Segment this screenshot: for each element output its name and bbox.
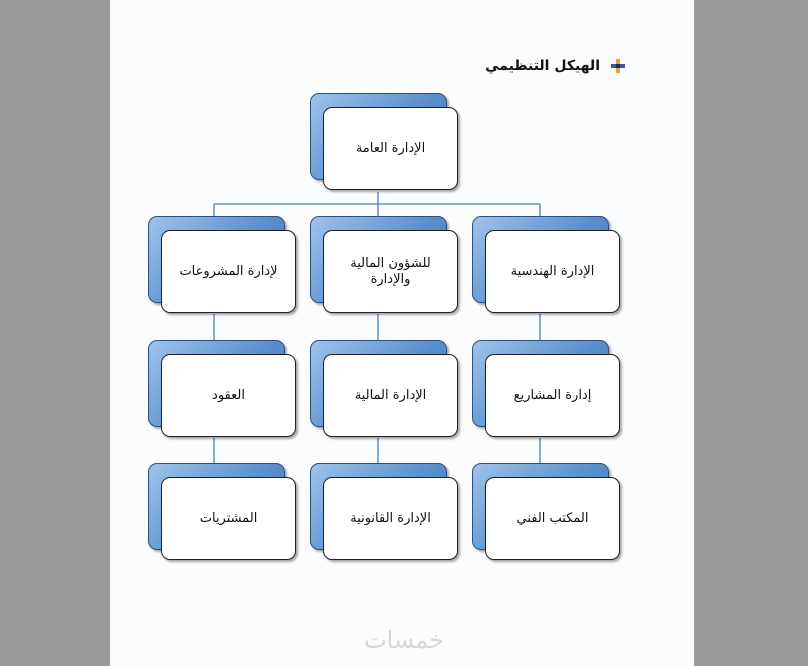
org-box-label: الإدارة القانونية: [350, 510, 431, 526]
page-title: الهيكل التنظيمي: [485, 58, 600, 74]
org-box-label: الإدارة الهندسية: [510, 263, 595, 279]
watermark: خمسات: [363, 626, 445, 654]
org-box-label: الإدارة العامة: [355, 140, 426, 156]
org-box-label: للشؤون المالية والإدارة: [350, 255, 431, 287]
org-box-label: المشتريات: [199, 510, 258, 526]
org-box-label: إدارة المشاريع: [513, 387, 592, 403]
org-box-label: لإدارة المشروعات: [179, 263, 278, 279]
org-box-label: العقود: [212, 387, 245, 403]
org-box-label: الإدارة المالية: [354, 387, 427, 403]
org-box-label: المكتب الفني: [516, 510, 589, 526]
